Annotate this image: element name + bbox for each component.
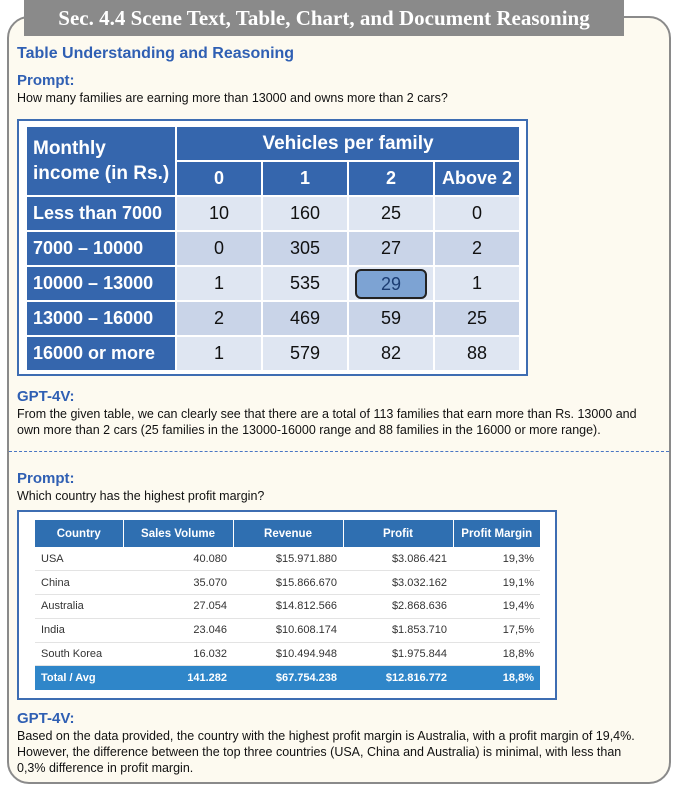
- header-monthly-income-line1: Monthly: [33, 138, 106, 159]
- col-header: 2: [349, 162, 433, 195]
- section-title: Table Understanding and Reasoning: [17, 45, 295, 62]
- col-header: 1: [263, 162, 347, 195]
- col-header: 0: [177, 162, 261, 195]
- table-cell: 19,1%: [453, 571, 540, 595]
- table-cell: $3.032.162: [343, 571, 453, 595]
- table-cell: 579: [263, 337, 347, 370]
- row-label: Less than 7000: [27, 197, 175, 230]
- table-cell: 23.046: [123, 618, 233, 642]
- row-label: 16000 or more: [27, 337, 175, 370]
- highlighted-cell: [349, 267, 433, 300]
- table-row: [35, 618, 540, 642]
- answer-label-2: GPT-4V:: [17, 710, 75, 727]
- row-label: 13000 – 16000: [27, 302, 175, 335]
- table-cell: 0: [177, 232, 261, 265]
- prompt-text-1: How many families are earning more than 13000 and owns more than 2 cars?: [17, 91, 448, 105]
- table-cell: 1: [435, 267, 519, 300]
- table-cell: 19,4%: [453, 595, 540, 619]
- table-cell: 2: [435, 232, 519, 265]
- table-cell: 535: [263, 267, 347, 300]
- table-cell: $15.866.670: [233, 571, 343, 595]
- table-cell: $10.608.174: [233, 618, 343, 642]
- table-cell: USA: [35, 547, 123, 571]
- table-row: [27, 337, 519, 370]
- table-cell: $15.971.880: [233, 547, 343, 571]
- table-cell: 18,8%: [453, 642, 540, 666]
- col-header: Revenue: [233, 520, 343, 547]
- header-monthly-income: [27, 127, 175, 195]
- table-cell: 2: [177, 302, 261, 335]
- col-header: Profit: [343, 520, 453, 547]
- profit-table: [35, 520, 540, 690]
- answer-text-2: Based on the data provided, the country with the highest profit margin is Australia, with a profit margin of 19,4%. However, the difference between the top three countries (USA, China and Australia) is minimal, with less than 0,3% difference in profit margin.: [17, 729, 635, 775]
- table-cell: $1.853.710: [343, 618, 453, 642]
- table-row: [35, 595, 540, 619]
- col-header: Country: [35, 520, 123, 547]
- table-cell: 160: [263, 197, 347, 230]
- table-cell: $10.494.948: [233, 642, 343, 666]
- table-cell: 88: [435, 337, 519, 370]
- prompt-label-1: Prompt:: [17, 72, 75, 89]
- col-header: Above 2: [435, 162, 519, 195]
- table-row: [35, 547, 540, 571]
- table-row: [27, 197, 519, 230]
- table-cell: China: [35, 571, 123, 595]
- table-cell: 469: [263, 302, 347, 335]
- row-label: 10000 – 13000: [27, 267, 175, 300]
- income-vehicles-table: [25, 125, 521, 372]
- table-cell: 17,5%: [453, 618, 540, 642]
- table-cell: $2.868.636: [343, 595, 453, 619]
- table-cell: Australia: [35, 595, 123, 619]
- table-cell: 82: [349, 337, 433, 370]
- table-cell: 10: [177, 197, 261, 230]
- table-cell: 19,3%: [453, 547, 540, 571]
- row-label: 7000 – 10000: [27, 232, 175, 265]
- profit-table-image: [17, 510, 557, 700]
- table-cell: South Korea: [35, 642, 123, 666]
- table-row: [35, 642, 540, 666]
- income-vehicles-table-image: [17, 119, 528, 376]
- table-cell: $67.754.238: [233, 666, 343, 690]
- table-cell: 16.032: [123, 642, 233, 666]
- table-cell: 40.080: [123, 547, 233, 571]
- highlight-box: 29: [355, 269, 427, 299]
- table-cell: 59: [349, 302, 433, 335]
- table-cell: 0: [435, 197, 519, 230]
- table-cell: 18,8%: [453, 666, 540, 690]
- table-cell: 141.282: [123, 666, 233, 690]
- table-cell: 27.054: [123, 595, 233, 619]
- table-row: [27, 267, 519, 300]
- section-header: Sec. 4.4 Scene Text, Table, Chart, and Document Reasoning: [24, 0, 624, 36]
- answer-label-1: GPT-4V:: [17, 388, 75, 405]
- table-cell: 25: [435, 302, 519, 335]
- answer-text-1: From the given table, we can clearly see that there are a total of 113 families that earn more than Rs. 13000 and own more than 2 cars (25 families in the 13000-16000 range and 88 families in the 16000 or more range).: [17, 407, 637, 437]
- total-row: [35, 666, 540, 690]
- table-row: [27, 302, 519, 335]
- table-cell: 25: [349, 197, 433, 230]
- table-cell: $12.816.772: [343, 666, 453, 690]
- prompt-label-2: Prompt:: [17, 470, 75, 487]
- table-cell: $3.086.421: [343, 547, 453, 571]
- table-cell: 1: [177, 337, 261, 370]
- table-cell: 1: [177, 267, 261, 300]
- table-row: [35, 571, 540, 595]
- prompt-text-2: Which country has the highest profit margin?: [17, 489, 265, 503]
- table-cell: 35.070: [123, 571, 233, 595]
- table-cell: India: [35, 618, 123, 642]
- col-header: Profit Margin: [453, 520, 540, 547]
- table-cell: $14.812.566: [233, 595, 343, 619]
- table-cell: Total / Avg: [35, 666, 123, 690]
- table-row: [27, 232, 519, 265]
- table-cell: 305: [263, 232, 347, 265]
- header-monthly-income-line2: income (in Rs.): [33, 163, 170, 184]
- col-header: Sales Volume: [123, 520, 233, 547]
- table-cell: 27: [349, 232, 433, 265]
- table-cell: $1.975.844: [343, 642, 453, 666]
- section-divider: [9, 451, 669, 452]
- header-vehicles-per-family: Vehicles per family: [177, 127, 519, 160]
